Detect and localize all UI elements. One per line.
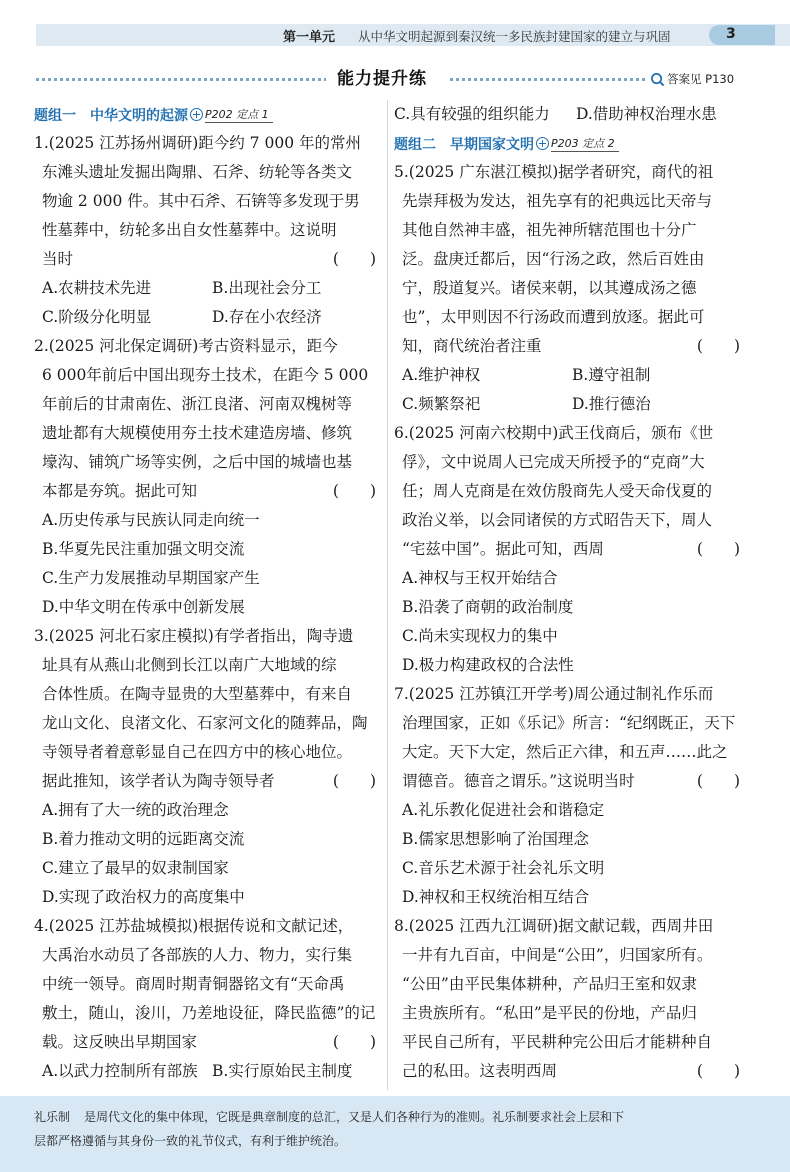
- banner-dotted-line-left: [36, 78, 326, 81]
- option-d[interactable]: D.实现了政治权力的高度集中: [42, 888, 245, 906]
- question-line: 大禹治水动员了各部族的人力、物力，实行集: [42, 946, 353, 964]
- option-d[interactable]: D.神权和王权统治相互结合: [402, 888, 590, 906]
- page-number-pill: [709, 25, 775, 45]
- question-line: 平民自己所有，平民耕种完公田后才能耕种自: [402, 1033, 713, 1051]
- footer-text-1: 是周代文化的集中体现，它既是典章制度的总汇，又是人们各种行为的准则。礼乐制要求社会上层和下: [84, 1110, 625, 1124]
- answer-blank[interactable]: ( ): [696, 1062, 740, 1080]
- option-b[interactable]: B.华夏先民注重加强文明交流: [42, 540, 245, 558]
- question-line-text: 据此推知，该学者认为陶寺领导者: [42, 772, 275, 790]
- question-line: “公田”由平民集体耕种，产品归王室和奴隶: [402, 975, 697, 993]
- question-line: 遗址都有大规模使用夯土技术建造房墙、修筑: [42, 424, 353, 442]
- group-label: 题组一: [34, 107, 76, 124]
- group-label: 题组二: [394, 136, 436, 153]
- question-line: 址具有从燕山北侧到长江以南广大地域的综: [42, 656, 337, 674]
- question-7: [394, 680, 746, 912]
- option-c[interactable]: C.阶级分化明显: [42, 308, 152, 326]
- answer-blank[interactable]: ( ): [696, 337, 740, 355]
- group-page-ref: P203 定点 2: [551, 135, 619, 152]
- option-row: [34, 274, 382, 303]
- group-name: 中华文明的起源: [90, 107, 188, 124]
- question-line: 物逾 2 000 件。其中石斧、石锛等多发现于男: [42, 192, 360, 210]
- option-a[interactable]: A.礼乐教化促进社会和谐稳定: [402, 801, 605, 819]
- question-line: 任；周人克商是在效仿殷商先人受天命伐夏的: [402, 482, 713, 500]
- group-page-ref: P202 定点 1: [205, 106, 273, 123]
- option-c[interactable]: C.生产力发展推动早期国家产生: [42, 569, 260, 587]
- answer-reference: [650, 71, 734, 87]
- question-line: 主贵族所有。“私田”是平民的份地，产品归: [402, 1004, 697, 1022]
- question-line: 宁，殷道复兴。诸侯来朝，以其遵成汤之德: [402, 279, 697, 297]
- question-line-last: [34, 245, 382, 274]
- plus-circle-icon: [190, 108, 203, 121]
- left-column: [34, 100, 382, 1086]
- question-line: 寺领导者着意彰显自己在四方中的核心地位。: [42, 743, 353, 761]
- question-line-last: [34, 1028, 382, 1057]
- group-heading-2: [394, 129, 746, 158]
- option-b[interactable]: B.沿袭了商朝的政治制度: [402, 598, 574, 616]
- option-d[interactable]: D.推行德治: [572, 395, 651, 413]
- answer-reference-text: 答案见 P130: [667, 72, 735, 86]
- question-1: [34, 129, 382, 332]
- unit-label: 第一单元: [283, 30, 336, 45]
- question-line: 壕沟、铺筑广场等实例，之后中国的城墙也基: [42, 453, 353, 471]
- question-line: 龙山文化、良渚文化、石家河文化的随葬品，陶: [42, 714, 368, 732]
- question-line: 东滩头遗址发掘出陶鼎、石斧、纺轮等各类文: [42, 163, 353, 181]
- answer-blank[interactable]: ( ): [696, 772, 740, 790]
- option-a[interactable]: A.维护神权: [402, 366, 481, 384]
- group-heading-1: [34, 100, 382, 129]
- question-line-text: 知，商代统治者注重: [402, 337, 542, 355]
- question-line: 治理国家，正如《乐记》所言：“纪纲既正，天下: [402, 714, 736, 732]
- option-b[interactable]: B.儒家思想影响了治国理念: [402, 830, 589, 848]
- question-line: 大定。天下大定，然后正六律，和五声……此之: [402, 743, 728, 761]
- option-d[interactable]: D.存在小农经济: [212, 308, 322, 326]
- option-d[interactable]: D.借助神权治理水患: [576, 105, 717, 123]
- question-line-last: [394, 1057, 746, 1086]
- answer-blank[interactable]: ( ): [696, 540, 740, 558]
- plus-circle-icon: [536, 137, 549, 150]
- option-a[interactable]: A.拥有了大一统的政治理念: [42, 801, 229, 819]
- question-5: [394, 158, 746, 419]
- answer-blank[interactable]: ( ): [332, 772, 376, 790]
- question-line: 其他自然神丰盛，祖先神所辖范围也十分广: [402, 221, 697, 239]
- footer-line-1: [34, 1105, 762, 1129]
- group-name: 早期国家文明: [450, 136, 534, 153]
- question-line-last: [394, 332, 746, 361]
- question-line: 泛。盘庚迁都后，因“行汤之政，然后百姓由: [402, 250, 705, 268]
- question-line-last: [34, 477, 382, 506]
- question-line: 也”，太甲则因不行汤政而遭到放逐。据此可: [402, 308, 705, 326]
- option-a[interactable]: A.历史传承与民族认同走向统一: [42, 511, 260, 529]
- question-line-text: 本都是夯筑。据此可知: [42, 482, 198, 500]
- question-line: 3.(2025 河北石家庄模拟)有学者指出，陶寺遗: [34, 627, 354, 645]
- question-line: 2.(2025 河北保定调研)考古资料显示，距今: [34, 337, 338, 355]
- question-line-text: “宅兹中国”。据此可知，西周: [402, 540, 604, 558]
- option-row: [394, 390, 746, 419]
- option-row: [394, 361, 746, 390]
- right-column: [394, 100, 746, 1086]
- question-line-text: 载。这反映出早期国家: [42, 1033, 198, 1051]
- page-number: 3: [726, 26, 736, 42]
- question-line: 政治义举，以会同诸侯的方式昭告天下，周人: [402, 511, 713, 529]
- question-line: 性墓葬中，纺轮多出自女性墓葬中。这说明: [42, 221, 337, 239]
- question-line: 中统一领导。商周时期青铜器铭文有“天命禹: [42, 975, 345, 993]
- option-d[interactable]: D.中华文明在传承中创新发展: [42, 598, 245, 616]
- question-line-last: [34, 767, 382, 796]
- question-line-last: [394, 535, 746, 564]
- option-row: [34, 303, 382, 332]
- option-b[interactable]: B.着力推动文明的远距离交流: [42, 830, 245, 848]
- footer-text-2: 层都严格遵循与其身份一致的礼节仪式，有利于维护统治。: [34, 1134, 347, 1148]
- question-line-text: 当时: [42, 250, 74, 268]
- question-line: 先崇拜极为发达，祖先享有的祀典远比天帝与: [402, 192, 713, 210]
- question-line-text: 己的私田。这表明西周: [402, 1062, 558, 1080]
- answer-blank[interactable]: ( ): [332, 482, 376, 500]
- question-line: 5.(2025 广东湛江模拟)据学者研究，商代的祖: [394, 163, 714, 181]
- question-line: 俘》，文中说周人已完成天所授予的“克商”大: [402, 453, 705, 471]
- option-b[interactable]: B.实行原始民主制度: [212, 1062, 353, 1080]
- option-b[interactable]: B.遵守祖制: [572, 366, 651, 384]
- unit-title: 从中华文明起源到秦汉统一多民族封建国家的建立与巩固: [358, 29, 671, 44]
- question-line: 年前后的甘肃南佐、浙江良渚、河南双槐树等: [42, 395, 353, 413]
- option-a[interactable]: A.神权与王权开始结合: [402, 569, 558, 587]
- question-8: [394, 912, 746, 1086]
- option-c[interactable]: C.频繁祭祀: [402, 395, 481, 413]
- question-line: 6 000年前后中国出现夯土技术，在距今 5 000: [42, 366, 369, 384]
- question-line: 敷土，随山，浚川，乃差地设征，降民监德”的记: [42, 1004, 376, 1022]
- question-6: [394, 419, 746, 680]
- option-b[interactable]: B.出现社会分工: [212, 279, 322, 297]
- question-line: 8.(2025 江西九江调研)据文献记载，西周井田: [394, 917, 714, 935]
- question-line: 1.(2025 江苏扬州调研)距今约 7 000 年的常州: [34, 134, 361, 152]
- option-c[interactable]: C.音乐艺术源于社会礼乐文明: [402, 859, 605, 877]
- question-line: 4.(2025 江苏盐城模拟)根据传说和文献记述，: [34, 917, 354, 935]
- question-line: 合体性质。在陶寺显贵的大型墓葬中，有来自: [42, 685, 353, 703]
- answer-blank[interactable]: ( ): [332, 250, 376, 268]
- answer-blank[interactable]: ( ): [332, 1033, 376, 1051]
- question-line-text: 谓德音。德音之谓乐。”这说明当时: [402, 772, 635, 790]
- option-d[interactable]: D.极力构建政权的合法性: [402, 656, 574, 674]
- column-divider: [387, 100, 388, 1090]
- magnifier-icon: [650, 72, 665, 87]
- footer-term: 礼乐制: [34, 1110, 71, 1124]
- question-2: [34, 332, 382, 622]
- footer-note: [34, 1105, 762, 1153]
- question-4: [34, 912, 382, 1086]
- question-line: 7.(2025 江苏镇江开学考)周公通过制礼作乐而: [394, 685, 714, 703]
- option-row: [394, 100, 746, 129]
- option-a[interactable]: A.以武力控制所有部族: [42, 1062, 198, 1080]
- question-line-last: [394, 767, 746, 796]
- question-3: [34, 622, 382, 912]
- question-line: 一井有九百亩，中间是“公田”，归国家所有。: [402, 946, 713, 964]
- question-line: 6.(2025 河南六校期中)武王伐商后，颁布《世: [394, 424, 714, 442]
- option-row: [34, 1057, 382, 1086]
- option-c[interactable]: C.尚未实现权力的集中: [402, 627, 558, 645]
- banner-dotted-line-right: [450, 78, 646, 81]
- section-title: 能力提升练: [337, 69, 427, 89]
- option-a[interactable]: A.农耕技术先进: [42, 279, 152, 297]
- option-c[interactable]: C.建立了最早的奴隶制国家: [42, 859, 229, 877]
- option-c[interactable]: C.具有较强的组织能力: [394, 105, 550, 123]
